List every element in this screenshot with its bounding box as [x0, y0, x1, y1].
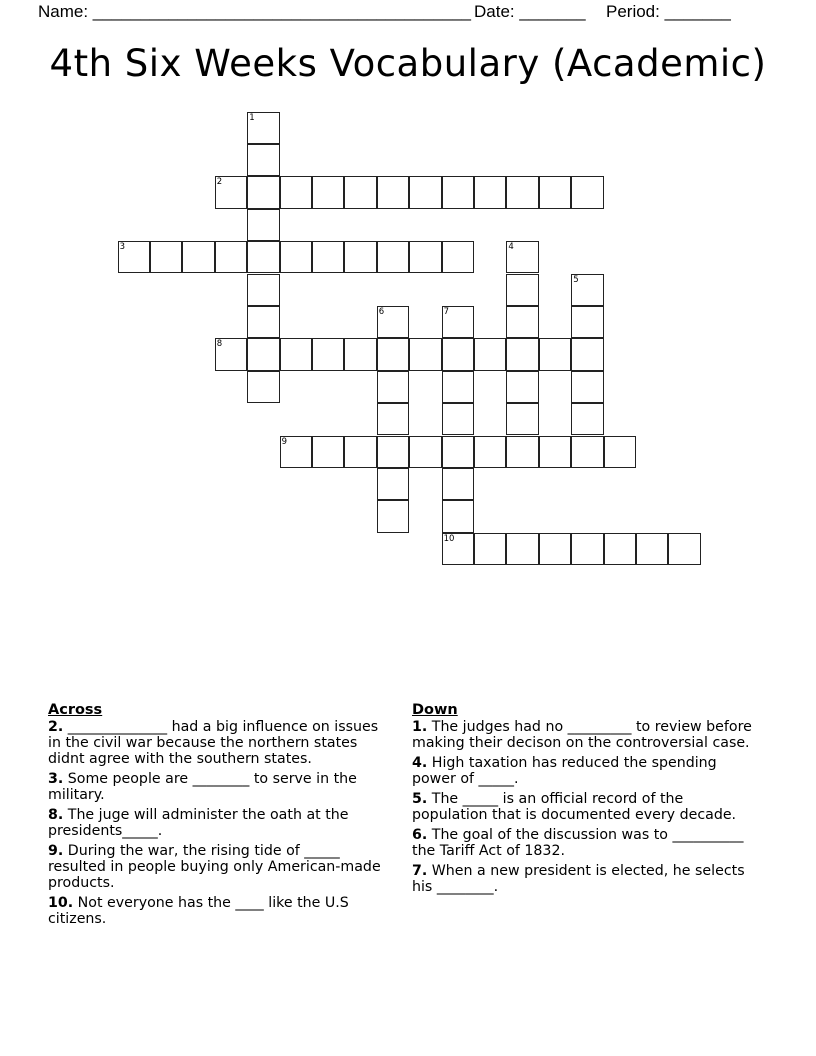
- clue-text: Not everyone has the ____ like the U.S citizens.: [48, 895, 349, 927]
- grid-cell[interactable]: [571, 436, 603, 468]
- grid-cell[interactable]: [506, 436, 538, 468]
- period-field[interactable]: Period: _______: [606, 2, 731, 21]
- grid-cell[interactable]: [474, 338, 506, 370]
- grid-cell[interactable]: [474, 533, 506, 565]
- clue-text: During the war, the rising tide of _____ resulted in people buying only American-made products.: [48, 843, 381, 891]
- grid-cell[interactable]: [247, 241, 279, 273]
- clue-text: The goal of the discussion was to __________ the Tariff Act of 1832.: [412, 827, 744, 859]
- grid-cell[interactable]: [247, 176, 279, 208]
- grid-cell[interactable]: [442, 500, 474, 532]
- grid-cell[interactable]: [539, 176, 571, 208]
- grid-cell[interactable]: [247, 371, 279, 403]
- grid-cell[interactable]: [215, 176, 247, 208]
- grid-cell[interactable]: [571, 274, 603, 306]
- across-clues: [48, 702, 393, 931]
- cell-number: 10: [443, 533, 455, 544]
- grid-cell[interactable]: [506, 371, 538, 403]
- grid-cell[interactable]: [377, 338, 409, 370]
- cell-number: 3: [119, 242, 126, 253]
- grid-cell[interactable]: [280, 436, 312, 468]
- clue-number: 9.: [48, 843, 64, 859]
- across-clue: [48, 807, 393, 839]
- down-clue: [412, 791, 762, 823]
- grid-cell[interactable]: [409, 241, 441, 273]
- grid-cell[interactable]: [247, 144, 279, 176]
- cell-number: 1: [249, 112, 255, 123]
- grid-cell[interactable]: [409, 436, 441, 468]
- grid-cell[interactable]: [312, 176, 344, 208]
- grid-cell[interactable]: [247, 209, 279, 241]
- grid-cell[interactable]: [247, 306, 279, 338]
- clue-number: 7.: [412, 863, 428, 879]
- grid-cell[interactable]: [571, 371, 603, 403]
- grid-cell[interactable]: [474, 436, 506, 468]
- cell-number: 6: [378, 306, 385, 317]
- grid-cell[interactable]: [344, 338, 376, 370]
- grid-cell[interactable]: [409, 176, 441, 208]
- clue-number: 8.: [48, 807, 64, 823]
- grid-cell[interactable]: [312, 241, 344, 273]
- grid-cell[interactable]: [506, 176, 538, 208]
- grid-cell[interactable]: [344, 176, 376, 208]
- clue-text: The juge will administer the oath at the presidents_____.: [48, 807, 349, 839]
- clue-number: 2.: [48, 719, 64, 735]
- cell-number: 8: [216, 339, 223, 350]
- grid-cell[interactable]: [442, 403, 474, 435]
- grid-cell[interactable]: [668, 533, 700, 565]
- clue-text: When a new president is elected, he selects his ________.: [412, 863, 745, 895]
- grid-cell[interactable]: [377, 468, 409, 500]
- grid-cell[interactable]: [377, 176, 409, 208]
- grid-cell[interactable]: [280, 338, 312, 370]
- grid-cell[interactable]: [571, 403, 603, 435]
- grid-cell[interactable]: [377, 500, 409, 532]
- grid-cell[interactable]: [442, 436, 474, 468]
- clue-text: ______________ had a big influence on issues in the civil war because the northern states didnt agree with the southern states.: [48, 719, 379, 767]
- grid-cell[interactable]: [377, 371, 409, 403]
- cell-number: 2: [216, 177, 223, 188]
- clue-text: The _____ is an official record of the population that is documented every decade.: [412, 791, 737, 823]
- grid-cell[interactable]: [344, 241, 376, 273]
- across-clue: [48, 843, 393, 891]
- grid-cell[interactable]: [604, 533, 636, 565]
- grid-cell[interactable]: [571, 306, 603, 338]
- grid-cell[interactable]: [442, 468, 474, 500]
- grid-cell[interactable]: [571, 533, 603, 565]
- grid-cell[interactable]: [506, 241, 538, 273]
- grid-cell[interactable]: [247, 274, 279, 306]
- clue-number: 4.: [412, 755, 428, 771]
- down-clues: [412, 702, 762, 899]
- cell-number: 7: [443, 306, 450, 317]
- grid-cell[interactable]: [636, 533, 668, 565]
- down-clue: [412, 719, 762, 751]
- down-clue: [412, 755, 762, 787]
- grid-cell[interactable]: [442, 533, 474, 565]
- grid-cell[interactable]: [506, 533, 538, 565]
- down-clue: [412, 827, 762, 859]
- grid-cell[interactable]: [344, 436, 376, 468]
- date-field[interactable]: Date: _______: [474, 2, 586, 21]
- grid-cell[interactable]: [571, 338, 603, 370]
- cell-number: 4: [508, 242, 514, 253]
- page-title: 4th Six Weeks Vocabulary (Academic): [49, 42, 767, 85]
- clue-number: 6.: [412, 827, 428, 843]
- grid-cell[interactable]: [506, 306, 538, 338]
- grid-cell[interactable]: [604, 436, 636, 468]
- grid-cell[interactable]: [150, 241, 182, 273]
- cell-number: 9: [281, 436, 288, 447]
- grid-cell[interactable]: [506, 403, 538, 435]
- grid-cell[interactable]: [442, 176, 474, 208]
- grid-cell[interactable]: [247, 338, 279, 370]
- across-clue: [48, 895, 393, 927]
- grid-cell[interactable]: [506, 274, 538, 306]
- grid-cell[interactable]: [474, 176, 506, 208]
- grid-cell[interactable]: [539, 533, 571, 565]
- clue-number: 10.: [48, 895, 74, 911]
- grid-cell[interactable]: [442, 306, 474, 338]
- grid-cell[interactable]: [571, 176, 603, 208]
- grid-cell[interactable]: [377, 403, 409, 435]
- clue-text: The judges had no _________ to review before making their decison on the controversial case.: [412, 719, 752, 751]
- clue-text: High taxation has reduced the spending power of _____.: [412, 755, 717, 787]
- down-clue: [412, 863, 762, 895]
- grid-cell[interactable]: [377, 436, 409, 468]
- grid-cell[interactable]: [215, 241, 247, 273]
- grid-cell[interactable]: [280, 176, 312, 208]
- grid-cell[interactable]: [312, 436, 344, 468]
- grid-cell[interactable]: [442, 241, 474, 273]
- grid-cell[interactable]: [377, 306, 409, 338]
- grid-cell[interactable]: [182, 241, 214, 273]
- name-field[interactable]: Name: ________________________________________: [38, 2, 471, 21]
- grid-cell[interactable]: [539, 436, 571, 468]
- down-heading: Down: [412, 702, 458, 718]
- grid-cell[interactable]: [409, 338, 441, 370]
- grid-cell[interactable]: [118, 241, 150, 273]
- grid-cell[interactable]: [506, 338, 538, 370]
- clue-number: 5.: [412, 791, 428, 807]
- across-clue: [48, 771, 393, 803]
- grid-cell[interactable]: [539, 338, 571, 370]
- across-heading: Across: [48, 702, 103, 718]
- clue-number: 3.: [48, 771, 64, 787]
- grid-cell[interactable]: [247, 112, 279, 144]
- clue-number: 1.: [412, 719, 428, 735]
- grid-cell[interactable]: [377, 241, 409, 273]
- clue-text: Some people are ________ to serve in the military.: [48, 771, 357, 803]
- cell-number: 5: [573, 274, 579, 285]
- grid-cell[interactable]: [312, 338, 344, 370]
- grid-cell[interactable]: [442, 371, 474, 403]
- grid-cell[interactable]: [215, 338, 247, 370]
- across-clue: [48, 719, 393, 767]
- grid-cell[interactable]: [442, 338, 474, 370]
- grid-cell[interactable]: [280, 241, 312, 273]
